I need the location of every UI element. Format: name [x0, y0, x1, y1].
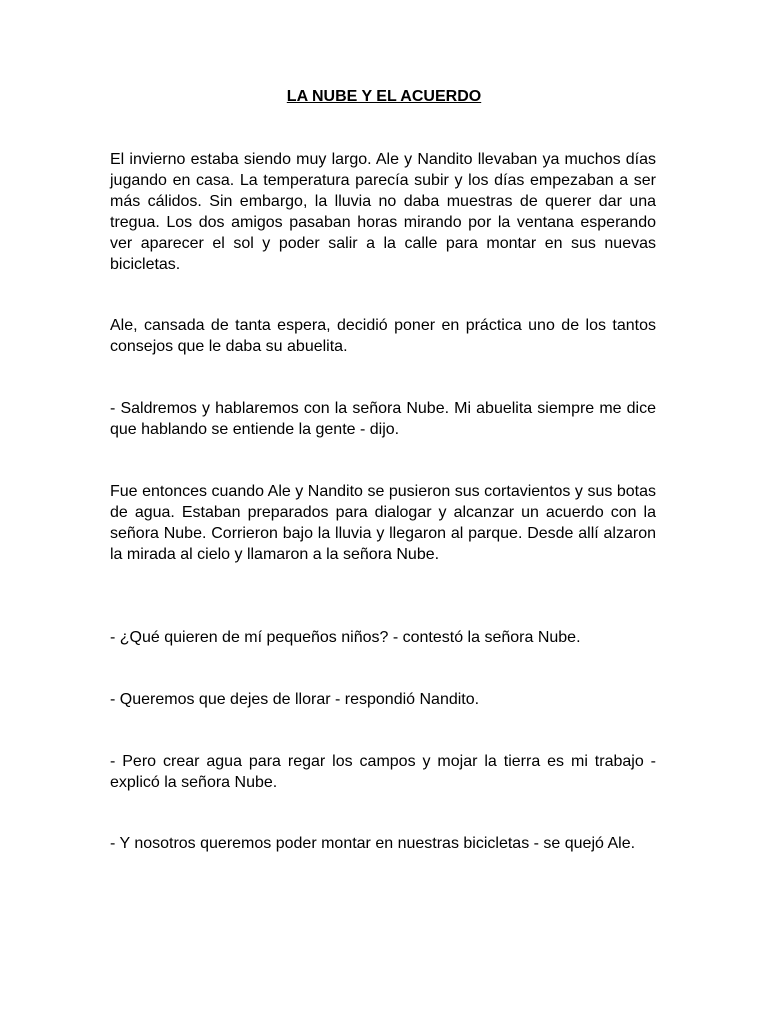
paragraph: - Saldremos y hablaremos con la señora Nube. Mi abuelita siempre me dice que hablando se entiende la gente - dijo.: [110, 400, 656, 438]
paragraph: Fue entonces cuando Ale y Nandito se pusieron sus cortavientos y sus botas de agua. Estaban preparados para dialogar y alcanzar un acuerdo con la señora Nube. Corrieron bajo la lluvia y llegaron al parque. Desde allí alzaron la mirada al cielo y llamaron a la señora Nube.: [110, 483, 656, 563]
paragraph: El invierno estaba siendo muy largo. Ale y Nandito llevaban ya muchos días jugando en casa. La temperatura parecía subir y los días empezaban a ser más cálidos. Sin embargo, la lluvia no daba muestras de querer dar una tregua. Los dos amigos pasaban horas mirando por la ventana esperando ver aparecer el sol y poder salir a la calle para montar en sus nuevas bicicletas.: [110, 151, 656, 273]
paragraph: - Pero crear agua para regar los campos y mojar la tierra es mi trabajo - explicó la señora Nube.: [110, 753, 656, 791]
paragraph: - Y nosotros queremos poder montar en nuestras bicicletas - se quejó Ale.: [110, 835, 636, 852]
paragraph: - Queremos que dejes de llorar - respondió Nandito.: [110, 691, 480, 708]
document-title: LA NUBE Y EL ACUERDO: [286, 88, 482, 105]
paragraph: Ale, cansada de tanta espera, decidió poner en práctica uno de los tantos consejos que le daba su abuelita.: [110, 317, 656, 355]
paragraph: - ¿Qué quieren de mí pequeños niños? - contestó la señora Nube.: [110, 629, 581, 646]
